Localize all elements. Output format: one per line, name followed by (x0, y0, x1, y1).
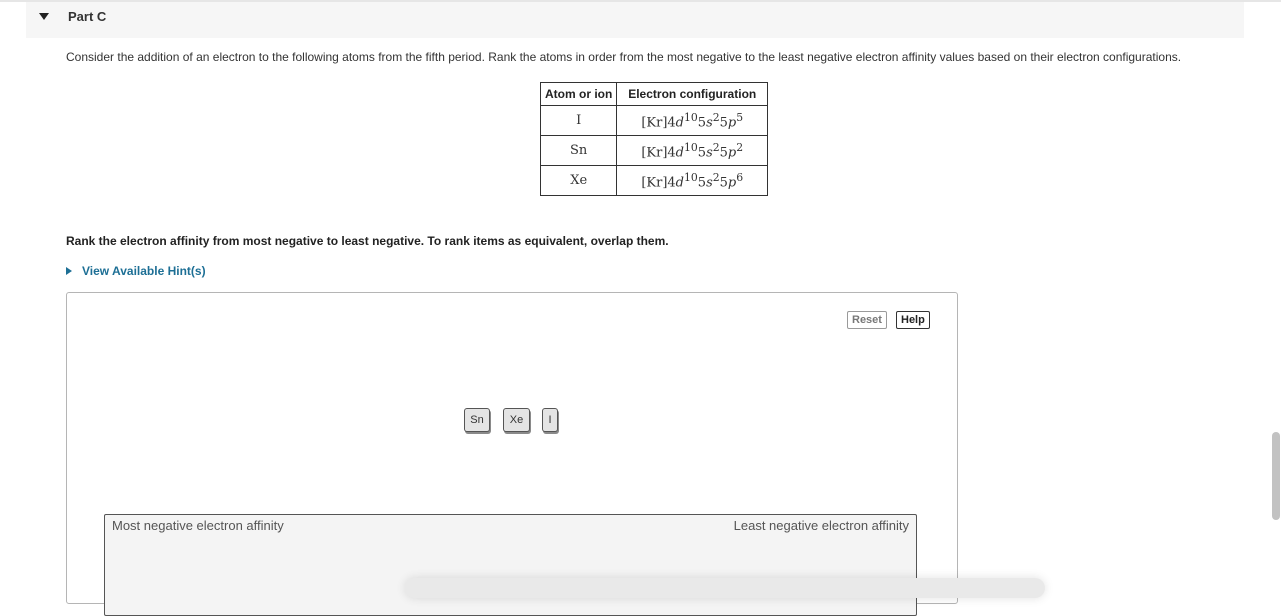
config-orbital-p: p (727, 145, 737, 161)
config-orbital-s: s (706, 175, 713, 191)
view-hints-label: View Available Hint(s) (82, 264, 206, 278)
draggable-item-i[interactable]: I (542, 408, 558, 432)
configuration-cell (617, 106, 768, 136)
atom-cell: Xe (541, 166, 617, 196)
bottom-floating-bar (405, 578, 1045, 598)
config-d-exponent: 10 (684, 140, 698, 154)
config-p-exponent: 5 (736, 110, 744, 124)
config-core: [Kr]4 (641, 145, 676, 161)
ranking-instruction: Rank the electron affinity from most negative to least negative. To rank items as equivalent, overlap them. (66, 234, 669, 248)
config-p-exponent: 2 (736, 140, 744, 154)
configuration-cell (617, 166, 768, 196)
config-d-exponent: 10 (684, 110, 698, 124)
config-s-exponent: 2 (712, 170, 720, 184)
part-header[interactable] (26, 2, 1244, 38)
least-negative-label: Least negative electron affinity (733, 518, 909, 533)
config-orbital-s: s (706, 145, 713, 161)
config-s-coefficient: 5 (697, 175, 707, 191)
config-p-coefficient: 5 (719, 175, 728, 191)
question-text: Consider the addition of an electron to the following atoms from the fifth period. Rank the atoms in order from the most negative to the least negative electron affinity values based on their electron configurations. (66, 50, 1182, 64)
collapse-caret-icon[interactable] (39, 13, 49, 20)
part-title: Part C (68, 9, 107, 24)
config-s-coefficient: 5 (697, 145, 707, 161)
most-negative-label: Most negative electron affinity (112, 518, 284, 533)
column-header-atom: Atom or ion (541, 83, 617, 106)
config-orbital-d: d (675, 145, 684, 161)
config-orbital-s: s (706, 115, 713, 131)
table-row (541, 136, 768, 166)
electron-configuration-table (540, 82, 768, 196)
config-s-exponent: 2 (712, 110, 720, 124)
config-d-exponent: 10 (684, 170, 698, 184)
column-header-configuration: Electron configuration (617, 83, 768, 106)
help-button[interactable]: Help (896, 311, 930, 329)
config-orbital-d: d (675, 115, 684, 131)
reset-button[interactable]: Reset (847, 311, 887, 329)
config-orbital-p: p (727, 175, 737, 191)
config-s-exponent: 2 (712, 140, 720, 154)
expand-triangle-icon (66, 267, 72, 275)
config-orbital-d: d (675, 175, 684, 191)
table-row (541, 106, 768, 136)
page-scrollbar[interactable] (1272, 432, 1280, 520)
config-s-coefficient: 5 (697, 115, 707, 131)
config-p-coefficient: 5 (719, 145, 728, 161)
ranking-drop-zone[interactable] (104, 514, 917, 616)
atom-cell: Sn (541, 136, 617, 166)
config-p-coefficient: 5 (719, 115, 728, 131)
draggable-item-xe[interactable]: Xe (503, 408, 530, 432)
draggable-item-sn[interactable]: Sn (464, 408, 490, 432)
table-row (541, 166, 768, 196)
config-orbital-p: p (727, 115, 737, 131)
config-core: [Kr]4 (641, 175, 676, 191)
view-hints-link[interactable] (66, 264, 206, 278)
ranking-panel (66, 292, 958, 604)
config-core: [Kr]4 (641, 115, 676, 131)
config-p-exponent: 6 (736, 170, 744, 184)
configuration-cell (617, 136, 768, 166)
table-header-row (541, 83, 768, 106)
atom-cell: I (541, 106, 617, 136)
